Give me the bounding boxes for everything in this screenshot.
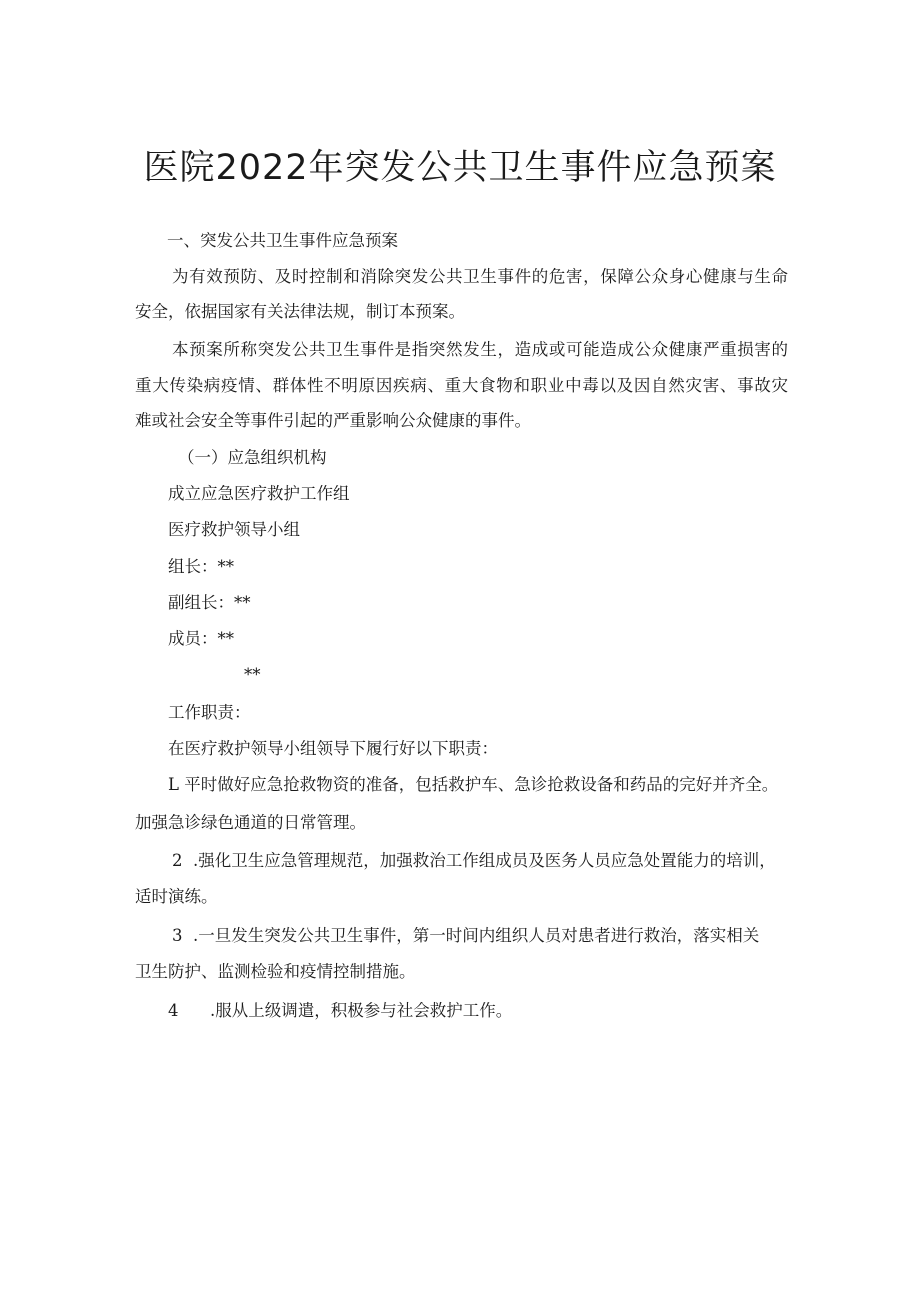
duty-3-line-1 <box>172 925 759 947</box>
duty-3-text: .一旦发生突发公共卫生事件，第一时间内组织人员对患者进行救治，落实相关 <box>193 926 760 945</box>
duty-1-line-1 <box>168 774 778 796</box>
members-extra-line: ** <box>244 665 261 684</box>
duty-2-line-2: 适时演练。 <box>135 887 218 906</box>
duty-1-line-2: 加强急诊绿色通道的日常管理。 <box>135 813 366 832</box>
duty-3-number: 3 <box>172 926 183 945</box>
definition-paragraph-line-3: 难或社会安全等事件引起的严重影响公众健康的事件。 <box>135 411 531 430</box>
duty-3-line-2: 卫生防护、监测检验和疫情控制措施。 <box>135 962 416 981</box>
intro-paragraph-line-2: 安全，依据国家有关法律法规，制订本预案。 <box>135 302 465 321</box>
duty-1-text: 平时做好应急抢救物资的准备，包括救护车、急诊抢救设备和药品的完好并齐全。 <box>184 775 779 794</box>
definition-paragraph-line-2: 重大传染病疫情、群体性不明原因疾病、重大食物和职业中毒以及因自然灾害、事故灾 <box>135 376 788 395</box>
duty-1-number: L <box>168 775 179 794</box>
deputy-leader-line: 副组长：** <box>168 593 251 612</box>
duty-2-number: 2 <box>172 851 183 870</box>
intro-paragraph-line-1: 为有效预防、及时控制和消除突发公共卫生事件的危害，保障公众身心健康与生命 <box>172 267 788 286</box>
subsection-heading: （一）应急组织机构 <box>178 448 327 467</box>
leadership-group: 医疗救护领导小组 <box>168 520 300 539</box>
duty-2-line-1 <box>172 850 776 872</box>
definition-paragraph-line-1: 本预案所称突发公共卫生事件是指突然发生，造成或可能造成公众健康严重损害的 <box>172 340 788 359</box>
duties-heading: 工作职责： <box>168 703 251 722</box>
duty-4-text: .服从上级调遣，积极参与社会救护工作。 <box>209 1001 513 1020</box>
duty-2-text: .强化卫生应急管理规范，加强救治工作组成员及医务人员应急处置能力的培训， <box>193 851 776 870</box>
members-line: 成员：** <box>168 629 234 648</box>
document-title: 医院2022年突发公共卫生事件应急预案 <box>143 148 777 188</box>
duty-4-line-1 <box>168 1000 512 1022</box>
section-heading: 一、突发公共卫生事件应急预案 <box>167 231 398 250</box>
duty-4-number: 4 <box>168 1001 179 1020</box>
leader-line: 组长：** <box>168 557 234 576</box>
group-setup: 成立应急医疗救护工作组 <box>168 484 350 503</box>
duties-intro: 在医疗救护领导小组领导下履行好以下职责： <box>168 739 498 758</box>
